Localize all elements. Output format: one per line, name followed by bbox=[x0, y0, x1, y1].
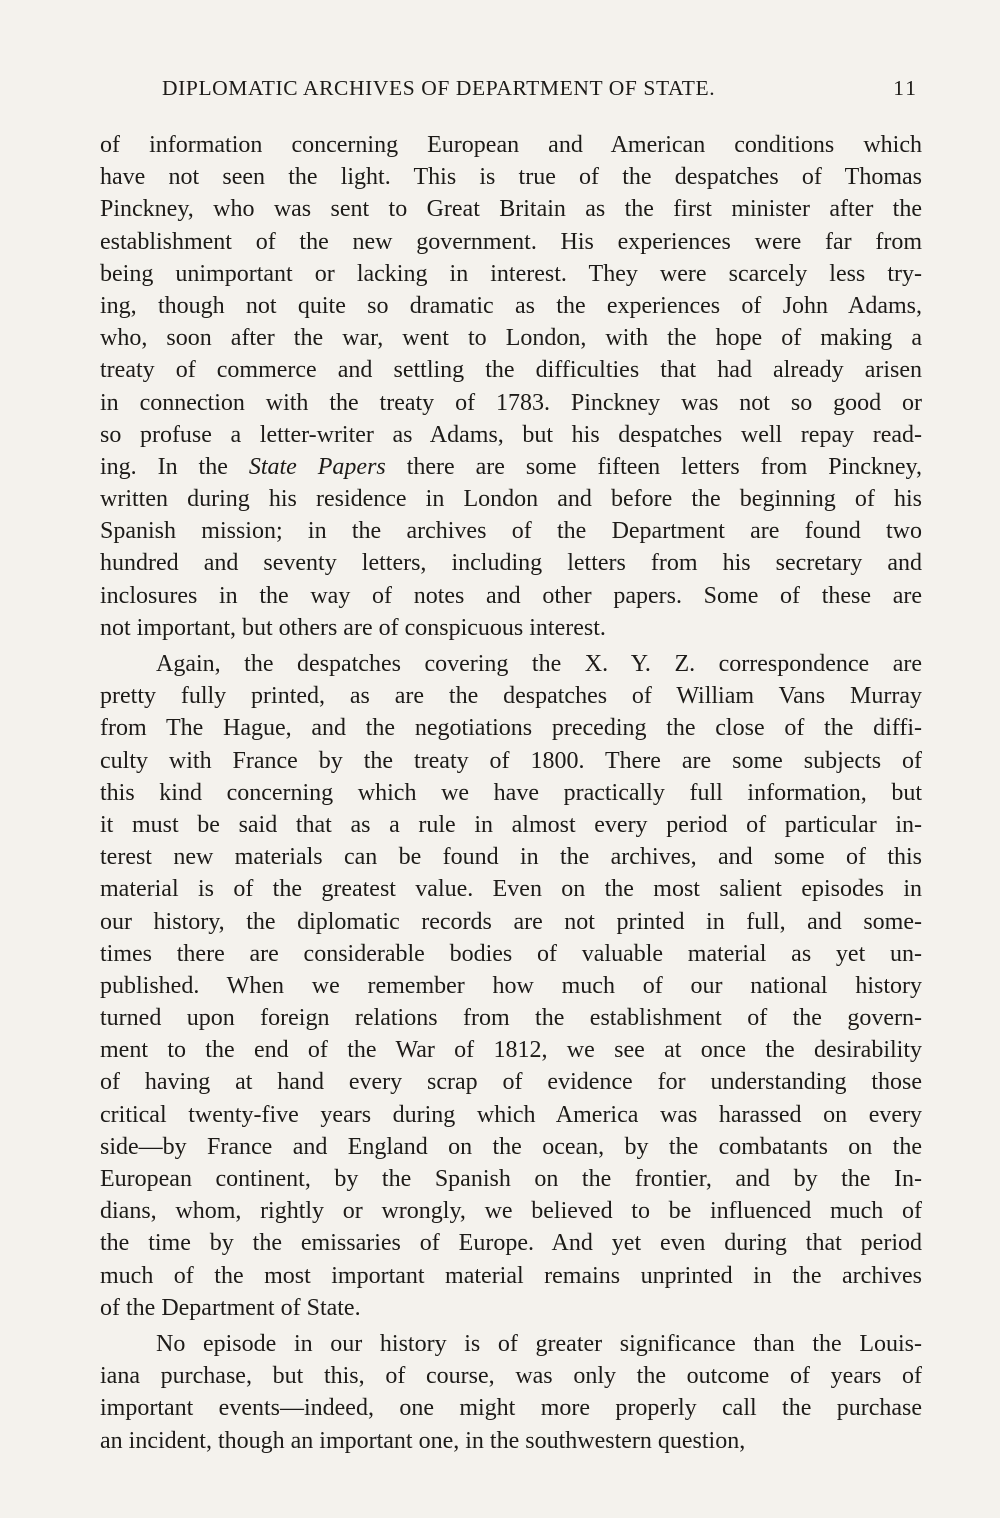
text-line: treaty of commerce and settling the difficulties that had already arisen bbox=[100, 357, 922, 384]
text-line: turned upon foreign relations from the establishment of the govern- bbox=[100, 1005, 922, 1032]
text-line: have not seen the light. This is true of the despatches of Thomas bbox=[100, 164, 922, 191]
text-line: who, soon after the war, went to London, with the hope of making a bbox=[100, 325, 922, 352]
text-line: being unimportant or lacking in interest. They were scarcely less try- bbox=[100, 260, 922, 287]
text-line: written during his residence in London and before the beginning of his bbox=[100, 486, 922, 513]
body-text bbox=[100, 129, 922, 1457]
text-line: Spanish mission; in the archives of the Department are found two bbox=[100, 518, 922, 545]
text-line: of having at hand every scrap of evidence for understanding those bbox=[100, 1069, 922, 1096]
text-line: the time by the emissaries of Europe. And yet even during that period bbox=[100, 1230, 922, 1257]
text-line: much of the most important material remains unprinted in the archives bbox=[100, 1262, 922, 1289]
text-line: ment to the end of the War of 1812, we see at once the desirability bbox=[100, 1037, 922, 1064]
text-line: inclosures in the way of notes and other papers. Some of these are bbox=[100, 582, 922, 609]
text-line bbox=[100, 451, 922, 483]
text-line: not important, but others are of conspicuous interest. bbox=[100, 614, 606, 641]
paragraph bbox=[100, 1328, 922, 1457]
text-line: establishment of the new government. His experiences were far from bbox=[100, 228, 922, 255]
text-line: it must be said that as a rule in almost every period of particular in- bbox=[100, 811, 922, 838]
text-line: of information concerning European and American conditions which bbox=[100, 132, 922, 158]
text-line: Again, the despatches covering the X. Y. Z. correspondence are bbox=[156, 651, 922, 677]
text-line: times there are considerable bodies of valuable material as yet un- bbox=[100, 940, 922, 967]
text-run: there are some fifteen letters from Pinckney, bbox=[385, 453, 922, 480]
italic-title: State Papers bbox=[248, 453, 386, 480]
text-line: iana purchase, but this, of course, was only the outcome of years of bbox=[100, 1363, 922, 1390]
running-head bbox=[100, 72, 922, 106]
text-line: pretty fully printed, as are the despatches of William Vans Murray bbox=[100, 683, 922, 710]
text-line: important events—indeed, one might more properly call the purchase bbox=[100, 1395, 922, 1422]
text-line: Pinckney, who was sent to Great Britain as the first minister after the bbox=[100, 196, 922, 223]
book-page bbox=[100, 72, 922, 1457]
text-line: hundred and seventy letters, including letters from his secretary and bbox=[100, 550, 922, 577]
running-title: DIPLOMATIC ARCHIVES OF DEPARTMENT OF STATE. bbox=[162, 76, 716, 100]
text-line: from The Hague, and the negotiations preceding the close of the diffi- bbox=[100, 715, 922, 742]
text-line: critical twenty-five years during which America was harassed on every bbox=[100, 1101, 922, 1128]
text-line: terest new materials can be found in the archives, and some of this bbox=[100, 844, 922, 871]
text-line: so profuse a letter-writer as Adams, but his despatches well repay read- bbox=[100, 421, 922, 448]
text-run: ing. In the bbox=[100, 453, 249, 480]
text-line: our history, the diplomatic records are not printed in full, and some- bbox=[100, 908, 922, 935]
text-line: published. When we remember how much of our national history bbox=[100, 972, 922, 999]
paragraph bbox=[100, 129, 922, 644]
text-line: culty with France by the treaty of 1800. There are some subjects of bbox=[100, 747, 922, 774]
page-number: 11 bbox=[893, 76, 918, 100]
paragraph bbox=[100, 648, 922, 1324]
text-line: European continent, by the Spanish on the frontier, and by the In- bbox=[100, 1166, 922, 1192]
text-line: side—by France and England on the ocean, by the combatants on the bbox=[100, 1133, 922, 1160]
text-line: of the Department of State. bbox=[100, 1294, 361, 1321]
text-line: in connection with the treaty of 1783. Pinckney was not so good or bbox=[100, 389, 922, 416]
text-line: ing, though not quite so dramatic as the experiences of John Adams, bbox=[100, 292, 922, 319]
text-line: material is of the greatest value. Even on the most salient episodes in bbox=[100, 876, 922, 903]
text-line: an incident, though an important one, in the southwestern question, bbox=[100, 1427, 746, 1454]
text-line: No episode in our history is of greater significance than the Louis- bbox=[156, 1330, 922, 1357]
text-line: dians, whom, rightly or wrongly, we believed to be influenced much of bbox=[100, 1198, 922, 1225]
text-line: this kind concerning which we have practically full information, but bbox=[100, 779, 922, 806]
